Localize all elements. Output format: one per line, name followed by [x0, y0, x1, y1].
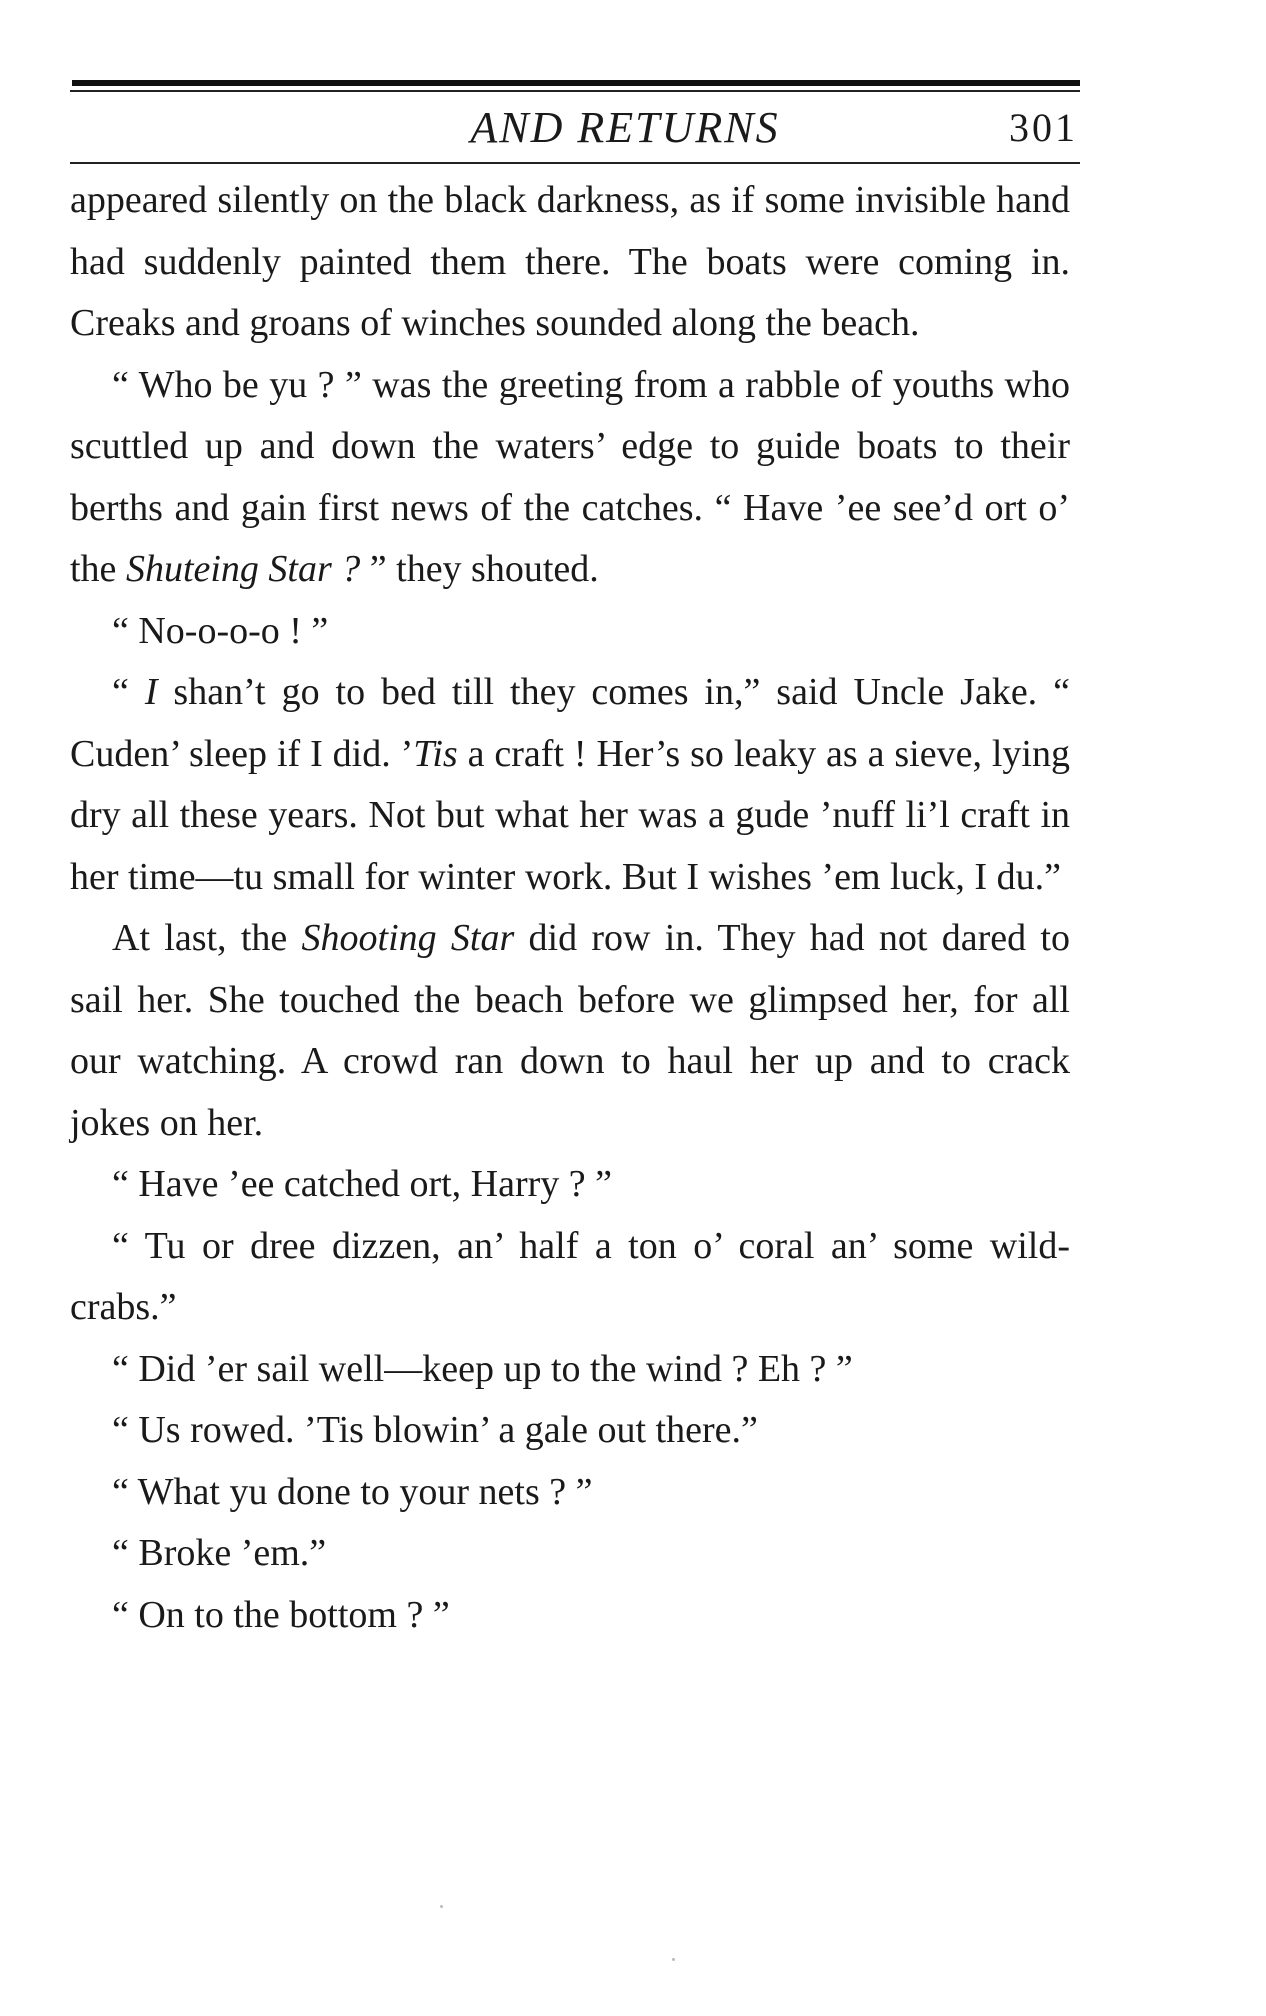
running-head: AND RETURNS [470, 103, 780, 152]
paragraph [70, 601, 1070, 663]
paragraph [70, 1339, 1070, 1401]
header-rule-thick [72, 80, 1080, 86]
paragraph [70, 1523, 1070, 1585]
paragraph [70, 1462, 1070, 1524]
paragraph [70, 355, 1070, 601]
paper-speck [672, 1958, 675, 1961]
text-run: ” they shouted. [360, 548, 599, 590]
book-page [70, 80, 1078, 1646]
boat-name: Shuteing Star ? [125, 548, 361, 590]
text-run: shan’t go to bed till they comes in,” said Uncle Jake. “ Cuden’ sleep if I did. ’ [70, 671, 1070, 775]
text-run: “ No-o-o-o ! ” [112, 609, 329, 652]
header-rule-bottom [70, 162, 1080, 164]
text-run: “ Did ’er sail well—keep up to the wind ? Eh ? ” [112, 1347, 853, 1390]
boat-name: Shooting Star [301, 917, 515, 959]
text-run: “ What yu done to your nets ? ” [112, 1470, 593, 1513]
paragraph [70, 170, 1070, 355]
text-run: “ Have ’ee catched ort, Harry ? ” [112, 1163, 613, 1205]
page-header [70, 92, 1078, 152]
text-run: appeared silently on the black darkness, as if some invisible hand had suddenly painted them there. The boats were coming in. Creaks and groans of winches sounded along the beach. [70, 179, 1070, 344]
text-run: “ Tu or dree dizzen, an’ half a ton o’ coral an’ some wild-crabs.” [70, 1224, 1070, 1328]
text-run: “ Who be yu ? ” was the greeting from a rabble of youths who scuttled up and down the waters’ edge to guide boats to their berths and gain first news of the catches. “ Have ’ee see’d ort o’ the [70, 363, 1070, 590]
emphasis: Tis [413, 732, 458, 775]
paper-speck [440, 1905, 443, 1908]
page-number: 301 [1009, 105, 1078, 150]
emphasis: I [144, 671, 158, 713]
text-run: “ Broke ’em.” [112, 1532, 327, 1574]
text-run: “ [112, 671, 145, 713]
paragraph [70, 1216, 1070, 1339]
text-run: At last, the [112, 917, 302, 959]
paragraph [70, 1585, 1070, 1647]
text-run: a craft ! Her’s so leaky as a sieve, lying dry all these years. Not but what her was a gude ’nuff li’l craft in her time—tu small for winter work. But I wishes ’em luck, I du.” [70, 732, 1070, 898]
paragraph [70, 908, 1070, 1154]
text-run: did row in. They had not dared to sail her. She touched the beach before we glimpsed her, for all our watching. A crowd ran down to haul her up and to crack jokes on her. [70, 917, 1070, 1144]
paragraph [70, 1154, 1070, 1216]
body-text [70, 170, 1070, 1646]
text-run: “ On to the bottom ? ” [112, 1593, 450, 1636]
paragraph [70, 662, 1070, 908]
text-run: “ Us rowed. ’Tis blowin’ a gale out there.” [112, 1409, 758, 1451]
paragraph [70, 1400, 1070, 1462]
